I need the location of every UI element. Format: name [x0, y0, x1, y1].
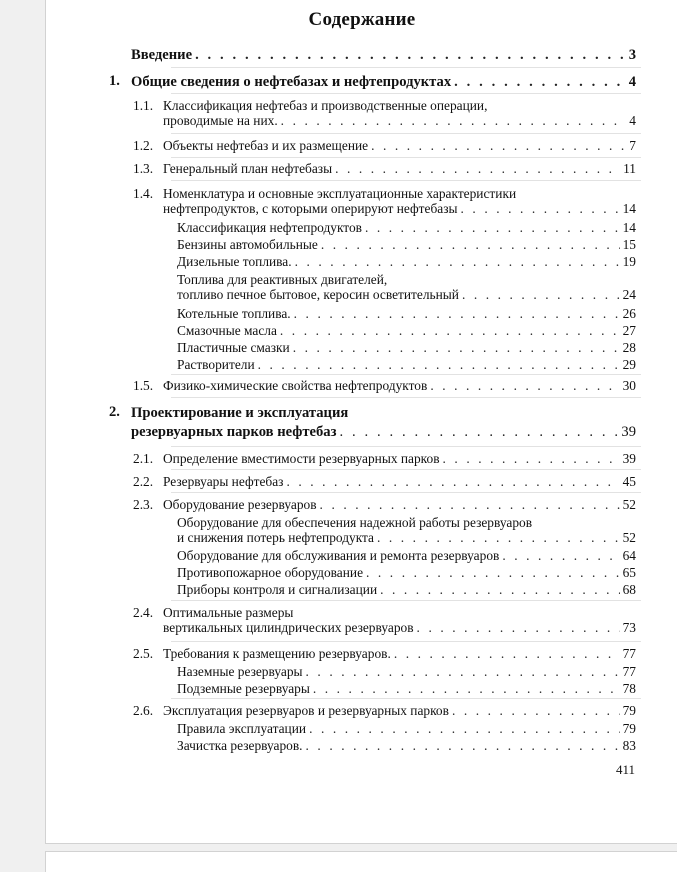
page-ref: 39 [621, 424, 636, 440]
table-of-contents [46, 0, 677, 843]
page-ref: 83 [622, 738, 636, 753]
page-ref: 11 [623, 161, 636, 176]
divider [171, 374, 641, 375]
document-page [45, 0, 677, 844]
section-number: 2. [109, 404, 120, 420]
page-ref: 45 [622, 474, 636, 489]
divider [171, 492, 641, 493]
page-ref: 4 [629, 113, 636, 128]
toc-subentry-tank-cleaning[interactable]: Зачистка резервуаров. . . . 83 [177, 738, 636, 753]
section-number: 2.3. [133, 497, 154, 512]
divider [171, 133, 641, 134]
toc-entry-2-5[interactable]: Требования к размещению резервуаров. . . . 77 [163, 646, 636, 661]
toc-entry-section-1[interactable]: Общие сведения о нефтебазах и нефтепродуктах . . . 4 [131, 73, 636, 91]
page-number: 411 [616, 762, 636, 777]
section-number: 1.4. [133, 186, 154, 201]
toc-subentry-maintenance-equipment[interactable]: Оборудование для обслуживания и ремонта резервуаров . . . 64 [177, 548, 636, 563]
page-ref: 28 [622, 340, 636, 355]
section-number: 1. [109, 73, 120, 89]
divider [171, 157, 641, 158]
toc-entry-2-2[interactable]: Резервуары нефтебаз . . . 45 [163, 474, 636, 489]
section-number: 1.5. [133, 378, 154, 393]
page-ref: 29 [622, 357, 636, 372]
section-number: 1.1. [133, 98, 154, 113]
toc-subentry-lubricants[interactable]: Смазочные масла . . . 27 [177, 323, 636, 338]
toc-entry-1-4[interactable]: Номенклатура и основные эксплуатационные характеристики нефтепродуктов, с которыми оперируют нефтебазы . . . 14 [163, 186, 636, 216]
section-number: 2.6. [133, 703, 154, 718]
toc-entry-2-4[interactable]: Оптимальные размеры вертикальных цилиндрических резервуаров . . . 73 [163, 605, 636, 635]
toc-entry-section-2[interactable]: Проектирование и эксплуатация резервуарных парков нефтебаз . . . 39 [131, 404, 636, 442]
toc-entry-2-6[interactable]: Эксплуатация резервуаров и резервуарных парков . . . 79 [163, 703, 636, 718]
divider [171, 698, 641, 699]
divider [171, 397, 641, 398]
page-ref: 65 [622, 565, 636, 580]
section-number: 2.2. [133, 474, 154, 489]
toc-subentry-aboveground-tanks[interactable]: Наземные резервуары . . . 77 [177, 664, 636, 679]
page-ref: 77 [622, 646, 636, 661]
page-ref: 79 [622, 721, 636, 736]
page-ref: 15 [622, 237, 636, 252]
page-ref: 39 [622, 451, 636, 466]
section-number: 2.1. [133, 451, 154, 466]
toc-entry-intro[interactable]: Введение . . . 3 [131, 46, 636, 64]
page-ref: 24 [622, 287, 636, 302]
toc-subentry-solvents[interactable]: Растворители . . . 29 [177, 357, 636, 372]
page-ref: 3 [628, 47, 636, 63]
page-ref: 73 [622, 620, 636, 635]
page-ref: 26 [622, 306, 636, 321]
section-number: 1.2. [133, 138, 154, 153]
section-number: 1.3. [133, 161, 154, 176]
page-ref: 27 [622, 323, 636, 338]
toc-subentry-boiler-fuel[interactable]: Котельные топлива. . . . 26 [177, 306, 636, 321]
toc-subentry-diesel[interactable]: Дизельные топлива. . . . 19 [177, 254, 636, 269]
toc-subentry-greases[interactable]: Пластичные смазки . . . 28 [177, 340, 636, 355]
toc-entry-1-5[interactable]: Физико-химические свойства нефтепродуктов . . . 30 [163, 378, 636, 393]
toc-subentry-control-devices[interactable]: Приборы контроля и сигнализации . . . 68 [177, 582, 636, 597]
toc-subentry-jet-fuel[interactable]: Топлива для реактивных двигателей, топливо печное бытовое, керосин осветительный . . . 24 [177, 272, 636, 302]
page-ref: 7 [629, 138, 636, 153]
page-title: Содержание [308, 9, 416, 30]
page-ref: 19 [622, 254, 636, 269]
divider [171, 67, 641, 68]
page-ref: 30 [622, 378, 636, 393]
divider [171, 641, 641, 642]
divider [171, 446, 641, 447]
toc-entry-1-1[interactable]: Классификация нефтебаз и производственные операции, проводимые на них. . . . 4 [163, 98, 636, 128]
toc-subentry-reliability-equipment[interactable]: Оборудование для обеспечения надежной работы резервуаров и снижения потерь нефтепродукта . . . 52 [177, 515, 636, 545]
toc-subentry-classification[interactable]: Классификация нефтепродуктов . . . 14 [177, 220, 636, 235]
toc-entry-2-1[interactable]: Определение вместимости резервуарных парков . . . 39 [163, 451, 636, 466]
page-ref: 68 [622, 582, 636, 597]
page-ref: 14 [622, 201, 636, 216]
divider [171, 180, 641, 181]
divider [171, 93, 641, 94]
page-ref: 14 [622, 220, 636, 235]
section-number: 2.5. [133, 646, 154, 661]
toc-entry-1-2[interactable]: Объекты нефтебаз и их размещение . . . 7 [163, 138, 636, 153]
toc-subentry-gasoline[interactable]: Бензины автомобильные . . . 15 [177, 237, 636, 252]
toc-entry-2-3[interactable]: Оборудование резервуаров . . . 52 [163, 497, 636, 512]
page-ref: 77 [622, 664, 636, 679]
next-page [45, 851, 677, 872]
toc-subentry-underground-tanks[interactable]: Подземные резервуары . . . 78 [177, 681, 636, 696]
section-number: 2.4. [133, 605, 154, 620]
toc-subentry-fire-equipment[interactable]: Противопожарное оборудование . . . 65 [177, 565, 636, 580]
page-ref: 52 [622, 530, 636, 545]
page-ref: 79 [622, 703, 636, 718]
page-ref: 4 [628, 74, 636, 90]
toc-entry-1-3[interactable]: Генеральный план нефтебазы . . . 11 [163, 161, 636, 176]
divider [171, 469, 641, 470]
page-ref: 78 [622, 681, 636, 696]
page-ref: 52 [622, 497, 636, 512]
divider [171, 600, 641, 601]
toc-subentry-operation-rules[interactable]: Правила эксплуатации . . . 79 [177, 721, 636, 736]
page-ref: 64 [622, 548, 636, 563]
